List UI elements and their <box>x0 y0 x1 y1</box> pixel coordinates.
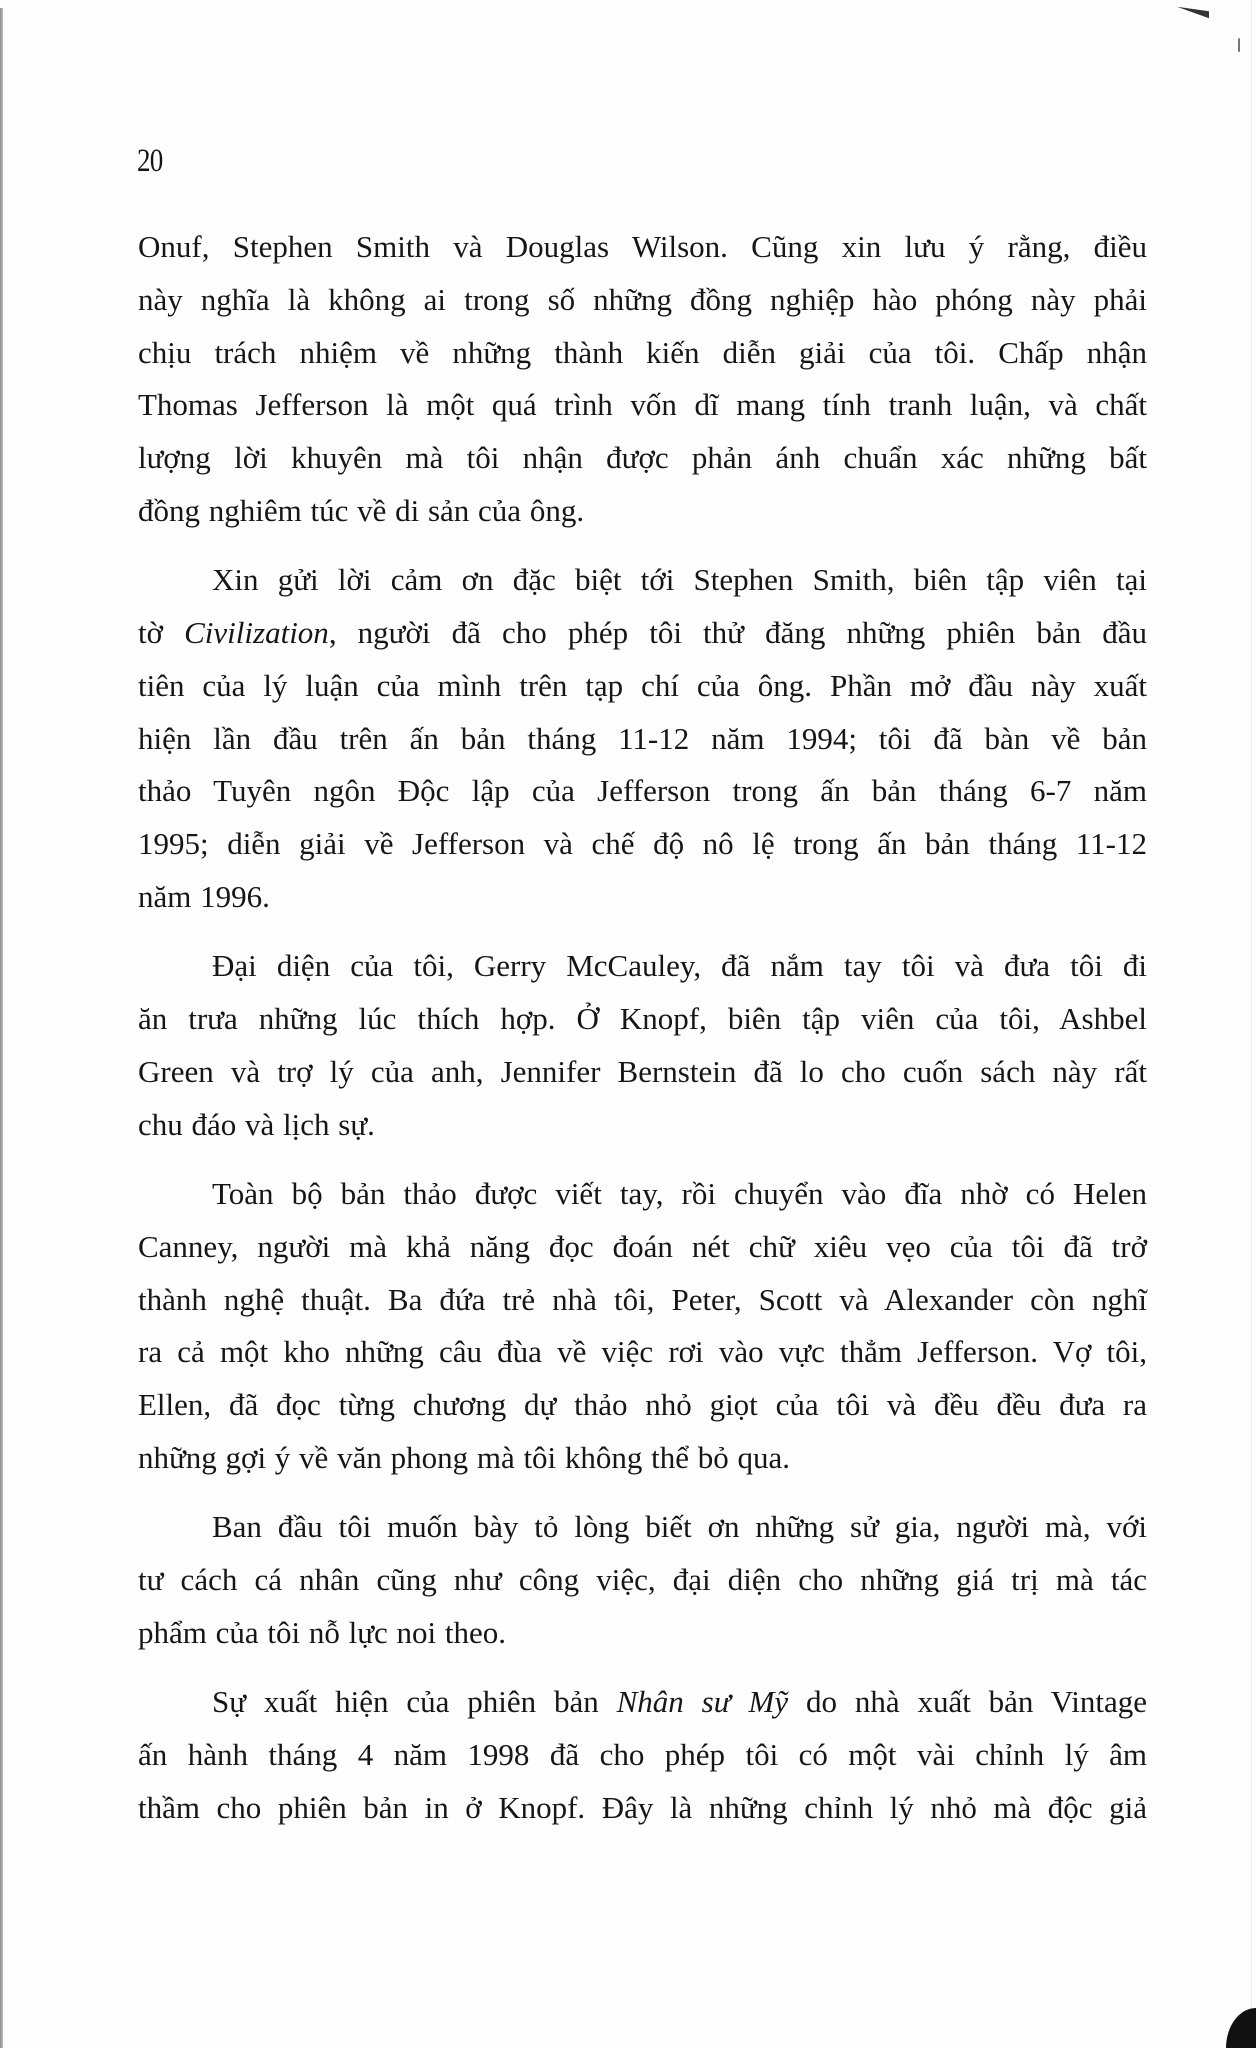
text-segment: Toàn bộ bản thảo được viết tay, rồi chuyển vào đĩa nhờ có Helen <box>212 1176 1147 1212</box>
page-right-edge <box>1251 0 1252 2048</box>
italic-title: Civilization <box>184 615 329 651</box>
text-line <box>138 274 1147 327</box>
text-line <box>138 871 1147 924</box>
text-line <box>138 1379 1147 1432</box>
text-line <box>138 379 1147 432</box>
text-segment: hiện lần đầu trên ấn bản tháng 11-12 năm 1994; tôi đã bàn về bản <box>138 720 1147 756</box>
text-segment: thành nghệ thuật. Ba đứa trẻ nhà tôi, Peter, Scott và Alexander còn nghĩ <box>138 1281 1147 1317</box>
text-line <box>138 993 1147 1046</box>
text-line <box>138 1501 1147 1554</box>
paragraph <box>138 940 1147 1151</box>
text-segment: tiên của lý luận của mình trên tạp chí của ông. Phần mở đầu này xuất <box>138 667 1147 703</box>
text-segment: , người đã cho phép tôi thử đăng những phiên bản đầu <box>328 615 1147 651</box>
text-line <box>138 554 1147 607</box>
text-line <box>138 221 1147 274</box>
scan-tick-mark <box>1238 38 1240 52</box>
body-text <box>138 221 1147 1851</box>
text-segment: Canney, người mà khả năng đọc đoán nét chữ xiêu vẹo của tôi đã trở <box>138 1228 1147 1264</box>
paragraph <box>138 1501 1147 1659</box>
text-line <box>138 1782 1147 1835</box>
text-segment: Ban đầu tôi muốn bày tỏ lòng biết ơn những sử gia, người mà, với <box>212 1509 1147 1545</box>
scan-corner-mark <box>1177 7 1209 18</box>
text-line <box>138 1607 1147 1660</box>
text-segment: chịu trách nhiệm về những thành kiến diễn giải của tôi. Chấp nhận <box>138 334 1147 370</box>
text-line <box>138 660 1147 713</box>
text-line <box>138 432 1147 485</box>
text-segment: 1995; diễn giải về Jefferson và chế độ nô lệ trong ấn bản tháng 11-12 <box>138 826 1147 862</box>
text-line <box>138 818 1147 871</box>
text-line <box>138 485 1147 538</box>
paragraph <box>138 1676 1147 1834</box>
text-segment: này nghĩa là không ai trong số những đồng nghiệp hào phóng này phải <box>138 281 1147 317</box>
text-line <box>138 1729 1147 1782</box>
text-segment: thảo Tuyên ngôn Độc lập của Jefferson trong ấn bản tháng 6-7 năm <box>138 773 1147 809</box>
text-segment: chu đáo và lịch sự. <box>138 1106 375 1142</box>
text-line <box>138 1676 1147 1729</box>
text-line <box>138 1432 1147 1485</box>
text-segment: tờ <box>138 615 185 651</box>
text-line <box>138 1099 1147 1152</box>
page-number: 20 <box>137 143 163 179</box>
text-segment: năm 1996. <box>138 879 270 915</box>
text-segment: ấn hành tháng 4 năm 1998 đã cho phép tôi có một vài chỉnh lý âm <box>138 1737 1147 1773</box>
text-segment: ra cả một kho những câu đùa về việc rơi vào vực thẳm Jefferson. Vợ tôi, <box>138 1334 1147 1370</box>
paragraph <box>138 554 1147 924</box>
text-segment: ăn trưa những lúc thích hợp. Ở Knopf, biên tập viên của tôi, Ashbel <box>138 1001 1147 1037</box>
page-left-edge <box>0 8 3 2048</box>
text-segment: do nhà xuất bản Vintage <box>788 1684 1148 1720</box>
text-line <box>138 327 1147 380</box>
text-line <box>138 713 1147 766</box>
text-segment: Green và trợ lý của anh, Jennifer Bernstein đã lo cho cuốn sách này rất <box>138 1053 1147 1089</box>
italic-title: Nhân sư Mỹ <box>616 1684 789 1720</box>
text-line <box>138 940 1147 993</box>
text-segment: Đại diện của tôi, Gerry McCauley, đã nắm tay tôi và đưa tôi đi <box>212 948 1147 984</box>
text-line <box>138 1274 1147 1327</box>
text-segment: thầm cho phiên bản in ở Knopf. Đây là những chỉnh lý nhỏ mà độc giả <box>138 1789 1147 1825</box>
text-segment: lượng lời khuyên mà tôi nhận được phản ánh chuẩn xác những bất <box>138 440 1147 476</box>
text-line <box>138 607 1147 660</box>
text-segment: Ellen, đã đọc từng chương dự thảo nhỏ giọt của tôi và đều đều đưa ra <box>138 1387 1147 1423</box>
text-line <box>138 765 1147 818</box>
text-segment: phẩm của tôi nỗ lực noi theo. <box>138 1614 507 1650</box>
text-segment: Thomas Jefferson là một quá trình vốn dĩ mang tính tranh luận, và chất <box>138 387 1147 423</box>
text-line <box>138 1046 1147 1099</box>
paragraph <box>138 1168 1147 1485</box>
text-segment: Xin gửi lời cảm ơn đặc biệt tới Stephen Smith, biên tập viên tại <box>212 562 1147 598</box>
text-segment: tư cách cá nhân cũng như công việc, đại diện cho những giá trị mà tác <box>138 1562 1147 1598</box>
text-line <box>138 1168 1147 1221</box>
text-segment: Onuf, Stephen Smith và Douglas Wilson. Cũng xin lưu ý rằng, điều <box>138 229 1147 264</box>
text-segment: những gợi ý về văn phong mà tôi không thể bỏ qua. <box>138 1440 791 1476</box>
text-line <box>138 1554 1147 1607</box>
paragraph <box>138 221 1147 538</box>
text-segment: đồng nghiêm túc về di sản của ông. <box>138 492 585 528</box>
page-corner-shadow <box>1226 2008 1256 2048</box>
text-segment: Sự xuất hiện của phiên bản <box>212 1684 617 1720</box>
text-line <box>138 1326 1147 1379</box>
text-line <box>138 1221 1147 1274</box>
